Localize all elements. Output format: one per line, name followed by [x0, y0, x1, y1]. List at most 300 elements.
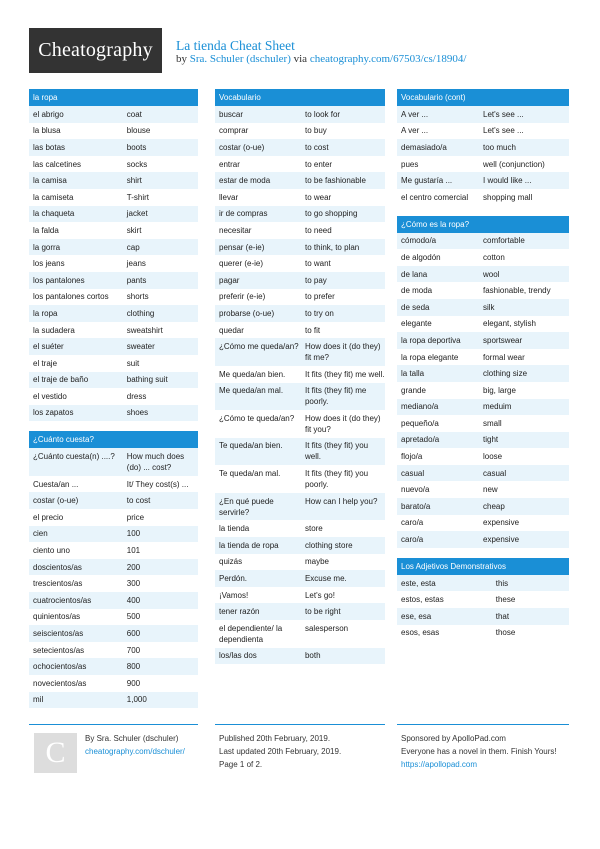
- table-row: [215, 648, 385, 665]
- table-row: [397, 266, 569, 283]
- table-row: [397, 515, 569, 532]
- english-translation: sweatshirt: [126, 325, 163, 335]
- spanish-term: pequeño/a: [401, 418, 439, 428]
- english-translation: price: [126, 512, 145, 522]
- table-row: [29, 222, 198, 239]
- spanish-term: ochocientos/as: [33, 662, 87, 672]
- english-translation: Let's see ...: [483, 109, 524, 119]
- spanish-term: la chaqueta: [33, 209, 75, 219]
- author-link[interactable]: Sra. Schuler (dschuler): [189, 53, 291, 65]
- table-row: [397, 399, 569, 416]
- english-translation: pants: [126, 275, 147, 285]
- english-translation: tight: [483, 435, 499, 445]
- table-row: [29, 692, 198, 709]
- spanish-term: de lana: [401, 269, 428, 279]
- table-row: [215, 537, 385, 554]
- english-translation: 200: [126, 562, 141, 572]
- spanish-term: la camiseta: [33, 192, 74, 202]
- table-row: [215, 206, 385, 223]
- spanish-term: ese, esa: [401, 611, 432, 621]
- spanish-term: pagar: [219, 275, 240, 285]
- section-header: Vocabulario (cont): [397, 89, 569, 106]
- english-translation: to buy: [304, 126, 327, 136]
- english-translation: It/ They cost(s) ...: [126, 479, 189, 489]
- published-date: Published 20th February, 2019.: [219, 734, 331, 743]
- spanish-term: estar de moda: [219, 176, 271, 186]
- english-translation: to fit: [304, 325, 321, 335]
- spanish-term: Te queda/an mal.: [219, 469, 281, 479]
- english-translation: 100: [126, 529, 141, 539]
- spanish-term: costar (o-ue): [219, 142, 265, 152]
- english-translation: shorts: [126, 292, 149, 302]
- english-translation: to cost: [304, 142, 329, 152]
- english-translation: big, large: [483, 385, 516, 395]
- author-avatar[interactable]: [34, 733, 77, 773]
- table-row: [215, 106, 385, 123]
- english-translation: sportswear: [483, 335, 523, 345]
- spanish-term: trescientos/as: [33, 579, 83, 589]
- english-translation: T-shirt: [126, 192, 150, 202]
- table-row: [29, 139, 198, 156]
- table-row: [215, 156, 385, 173]
- table-row: [397, 249, 569, 266]
- spanish-term: los jeans: [33, 259, 65, 269]
- spanish-term: cómodo/a: [401, 236, 437, 246]
- spanish-term: nuevo/a: [401, 485, 430, 495]
- english-translation: It fits (they fit) you well.: [304, 441, 369, 462]
- table-row: [397, 349, 569, 366]
- section-la-ropa: [29, 89, 198, 421]
- english-translation: Let's see ...: [483, 126, 524, 136]
- table-row: [215, 465, 385, 493]
- table-row: [397, 299, 569, 316]
- footer-sponsor: [401, 732, 566, 771]
- spanish-term: la talla: [401, 369, 425, 379]
- english-translation: clothing store: [304, 540, 353, 550]
- english-translation: to try on: [304, 308, 334, 318]
- table-row: [215, 438, 385, 466]
- spanish-term: preferir (e-ie): [219, 292, 266, 302]
- english-translation: salesperson: [304, 623, 349, 633]
- spanish-term: demasiado/a: [401, 142, 447, 152]
- spanish-term: ciento uno: [33, 546, 70, 556]
- spanish-term: Me queda/an bien.: [219, 369, 286, 379]
- spanish-term: mediano/a: [401, 402, 439, 412]
- table-row: [29, 405, 198, 422]
- table-row: [29, 492, 198, 509]
- spanish-term: la ropa deportiva: [401, 335, 461, 345]
- spanish-term: los/las dos: [219, 651, 257, 661]
- spanish-term: de moda: [401, 286, 433, 296]
- english-translation: that: [495, 611, 510, 621]
- table-row: [397, 608, 569, 625]
- sponsor-prefix: Sponsored by: [401, 734, 451, 743]
- english-translation: It fits (they fit) you poorly.: [304, 469, 369, 490]
- english-translation: formal wear: [483, 352, 525, 362]
- table-row: [29, 172, 198, 189]
- spanish-term: la tienda: [219, 524, 250, 534]
- table-row: [397, 415, 569, 432]
- spanish-term: las calcetines: [33, 159, 82, 169]
- spanish-term: esos, esas: [401, 628, 440, 638]
- table-row: [29, 239, 198, 256]
- sponsor-text: Everyone has a novel in them. Finish Yours!: [401, 747, 557, 756]
- footer-dates: [219, 732, 384, 771]
- table-row: [29, 189, 198, 206]
- table-row: [29, 658, 198, 675]
- avatar-letter: C: [45, 736, 66, 769]
- updated-date: Last updated 20th February, 2019.: [219, 747, 342, 756]
- table-row: [397, 365, 569, 382]
- spanish-term: la camisa: [33, 176, 67, 186]
- spanish-term: la gorra: [33, 242, 61, 252]
- table-row: [215, 239, 385, 256]
- table-row: [215, 322, 385, 339]
- table-row: [29, 372, 198, 389]
- table-row: [397, 282, 569, 299]
- spanish-term: llevar: [219, 192, 239, 202]
- spanish-term: la ropa elegante: [401, 352, 459, 362]
- table-row: [397, 382, 569, 399]
- english-translation: jeans: [126, 259, 146, 269]
- table-row: [215, 272, 385, 289]
- spanish-term: los pantalones: [33, 275, 85, 285]
- table-row: [397, 625, 569, 642]
- spanish-term: este, esta: [401, 578, 436, 588]
- table-row: [29, 255, 198, 272]
- spanish-term: caro/a: [401, 518, 424, 528]
- table-row: [29, 575, 198, 592]
- table-row: [397, 481, 569, 498]
- table-row: [29, 305, 198, 322]
- english-translation: shopping mall: [483, 192, 533, 202]
- english-translation: 600: [126, 629, 141, 639]
- spanish-term: de seda: [401, 302, 430, 312]
- spanish-term: pensar (e-ie): [219, 242, 265, 252]
- table-row: [215, 493, 385, 521]
- table-row: [397, 139, 569, 156]
- table-row: [29, 322, 198, 339]
- english-translation: maybe: [304, 557, 329, 567]
- table-row: [215, 366, 385, 383]
- spanish-term: las botas: [33, 142, 66, 152]
- page-number: Page 1 of 2.: [219, 760, 263, 769]
- english-translation: How can I help you?: [304, 496, 378, 506]
- table-row: [29, 206, 198, 223]
- table-row: [29, 675, 198, 692]
- spanish-term: A ver ...: [401, 109, 429, 119]
- spanish-term: ¡Vamos!: [219, 590, 249, 600]
- footer-author-name[interactable]: Sra. Schuler: [96, 734, 141, 743]
- table-row: [215, 587, 385, 604]
- english-translation: bathing suit: [126, 375, 168, 385]
- spanish-term: el dependiente/ la dependienta: [219, 623, 283, 644]
- spanish-term: mil: [33, 695, 44, 705]
- english-translation: 1,000: [126, 695, 147, 705]
- english-translation: too much: [483, 142, 516, 152]
- english-translation: cotton: [483, 252, 505, 262]
- table-row: [215, 222, 385, 239]
- english-translation: 700: [126, 645, 141, 655]
- spanish-term: la tienda de ropa: [219, 540, 279, 550]
- english-translation: these: [495, 595, 516, 605]
- table-row: [215, 338, 385, 366]
- by-prefix: by: [176, 53, 187, 65]
- section-vocabulario-cont: [397, 89, 569, 206]
- author-line: [85, 732, 200, 745]
- spanish-term: los pantalones cortos: [33, 292, 109, 302]
- english-translation: silk: [483, 302, 495, 312]
- page-title[interactable]: La tienda Cheat Sheet: [176, 38, 295, 53]
- spanish-term: cuatrocientos/as: [33, 595, 92, 605]
- english-translation: to prefer: [304, 292, 335, 302]
- spanish-term: casual: [401, 468, 425, 478]
- byline: [176, 53, 466, 65]
- table-row: [215, 410, 385, 438]
- english-translation: clothing: [126, 308, 155, 318]
- english-translation: Let's go!: [304, 590, 335, 600]
- english-translation: store: [304, 524, 323, 534]
- english-translation: cap: [126, 242, 140, 252]
- table-row: [397, 591, 569, 608]
- english-translation: new: [483, 485, 498, 495]
- spanish-term: comprar: [219, 126, 249, 136]
- spanish-term: grande: [401, 385, 426, 395]
- section-header: Vocabulario: [215, 89, 385, 106]
- english-translation: clothing size: [483, 369, 528, 379]
- spanish-term: el centro comercial: [401, 192, 469, 202]
- english-translation: blouse: [126, 126, 151, 136]
- english-translation: casual: [483, 468, 507, 478]
- english-translation: well (conjunction): [483, 159, 545, 169]
- table-row: [397, 432, 569, 449]
- spanish-term: ir de compras: [219, 209, 268, 219]
- spanish-term: el vestido: [33, 391, 67, 401]
- table-row: [29, 448, 198, 476]
- spanish-term: flojo/a: [401, 452, 423, 462]
- table-row: [215, 520, 385, 537]
- footer-author-url[interactable]: cheatography.com/dschuler/: [85, 747, 185, 756]
- table-row: [29, 592, 198, 609]
- table-row: [29, 355, 198, 372]
- table-row: [397, 531, 569, 548]
- spanish-term: estos, estas: [401, 595, 444, 605]
- english-translation: to enter: [304, 159, 333, 169]
- column-3: [397, 89, 569, 651]
- table-row: [215, 620, 385, 648]
- spanish-term: necesitar: [219, 225, 252, 235]
- english-translation: expensive: [483, 518, 520, 528]
- table-row: [397, 316, 569, 333]
- english-translation: to cost: [126, 496, 151, 506]
- english-translation: cheap: [483, 501, 505, 511]
- via-text: via: [293, 53, 308, 65]
- english-translation: to need: [304, 225, 332, 235]
- section-header: Los Adjetivos Demonstrativos: [397, 558, 569, 575]
- table-row: [397, 123, 569, 140]
- english-translation: I would like ...: [483, 176, 532, 186]
- table-row: [215, 603, 385, 620]
- spanish-term: ¿Cómo me queda/an?: [219, 342, 299, 352]
- table-row: [397, 156, 569, 173]
- column-2: [215, 89, 385, 674]
- english-translation: comfortable: [483, 236, 525, 246]
- table-row: [397, 172, 569, 189]
- column-1: [29, 89, 198, 718]
- english-translation: to think, to plan: [304, 242, 360, 252]
- spanish-term: buscar: [219, 109, 244, 119]
- sponsor-url[interactable]: https://apollopad.com: [401, 760, 478, 769]
- spanish-term: cien: [33, 529, 48, 539]
- spanish-term: caro/a: [401, 535, 424, 545]
- table-row: [29, 388, 198, 405]
- table-row: [215, 383, 385, 411]
- english-translation: sweater: [126, 342, 155, 352]
- spanish-term: Me queda/an mal.: [219, 386, 284, 396]
- table-row: [397, 332, 569, 349]
- sponsor-line: [401, 732, 566, 745]
- spanish-term: elegante: [401, 319, 432, 329]
- english-translation: shirt: [126, 176, 142, 186]
- english-translation: to pay: [304, 275, 327, 285]
- english-translation: to want: [304, 259, 331, 269]
- sheet-url-link[interactable]: cheatography.com/67503/cs/18904/: [309, 53, 467, 65]
- english-translation: 400: [126, 595, 141, 605]
- sponsor-name[interactable]: ApolloPad.com: [452, 734, 506, 743]
- english-translation: 800: [126, 662, 141, 672]
- table-row: [29, 289, 198, 306]
- spanish-term: ¿Cómo te queda/an?: [219, 413, 295, 423]
- spanish-term: probarse (o-ue): [219, 308, 275, 318]
- table-row: [29, 509, 198, 526]
- spanish-term: seiscientos/as: [33, 629, 84, 639]
- table-row: [29, 476, 198, 493]
- table-row: [29, 338, 198, 355]
- table-row: [29, 123, 198, 140]
- table-row: [29, 526, 198, 543]
- spanish-term: quedar: [219, 325, 244, 335]
- spanish-term: Perdón.: [219, 574, 248, 584]
- table-row: [29, 106, 198, 123]
- table-row: [29, 642, 198, 659]
- english-translation: 300: [126, 579, 141, 589]
- english-translation: wool: [483, 269, 500, 279]
- section-header: ¿Cuánto cuesta?: [29, 431, 198, 448]
- english-translation: to be right: [304, 607, 341, 617]
- section-los-adjetivos-demonstrativos: [397, 558, 569, 641]
- table-row: [397, 575, 569, 592]
- english-translation: coat: [126, 109, 142, 119]
- spanish-term: los zapatos: [33, 408, 74, 418]
- table-row: [215, 172, 385, 189]
- english-translation: suit: [126, 358, 140, 368]
- english-translation: How does it (do they) fit me?: [304, 342, 381, 363]
- english-translation: to go shopping: [304, 209, 358, 219]
- english-translation: elegant, stylish: [483, 319, 536, 329]
- english-translation: to look for: [304, 109, 341, 119]
- english-translation: to be fashionable: [304, 176, 366, 186]
- table-row: [215, 570, 385, 587]
- english-translation: 101: [126, 546, 141, 556]
- english-translation: small: [483, 418, 502, 428]
- spanish-term: pues: [401, 159, 419, 169]
- spanish-term: el traje: [33, 358, 58, 368]
- table-row: [397, 465, 569, 482]
- section-cuanto-cuesta: [29, 431, 198, 708]
- spanish-term: quinientos/as: [33, 612, 81, 622]
- footer-author-handle: (dschuler): [142, 734, 179, 743]
- english-translation: Excuse me.: [304, 574, 347, 584]
- table-row: [397, 498, 569, 515]
- table-row: [29, 542, 198, 559]
- spanish-term: el suéter: [33, 342, 64, 352]
- table-row: [215, 189, 385, 206]
- table-row: [397, 106, 569, 123]
- spanish-term: la falda: [33, 225, 59, 235]
- table-row: [215, 139, 385, 156]
- spanish-term: doscientos/as: [33, 562, 82, 572]
- spanish-term: costar (o-ue): [33, 496, 79, 506]
- spanish-term: el abrigo: [33, 109, 64, 119]
- english-translation: 500: [126, 612, 141, 622]
- english-translation: skirt: [126, 225, 142, 235]
- english-translation: expensive: [483, 535, 520, 545]
- english-translation: How much does (do) ... cost?: [126, 452, 185, 473]
- table-row: [29, 609, 198, 626]
- spanish-term: la blusa: [33, 126, 61, 136]
- section-vocabulario: [215, 89, 385, 664]
- section-header: ¿Cómo es la ropa?: [397, 216, 569, 233]
- english-translation: loose: [483, 452, 503, 462]
- table-row: [29, 156, 198, 173]
- english-translation: shoes: [126, 408, 149, 418]
- english-translation: dress: [126, 391, 147, 401]
- spanish-term: el precio: [33, 512, 64, 522]
- table-row: [29, 559, 198, 576]
- spanish-term: A ver ...: [401, 126, 429, 136]
- spanish-term: ¿Cuánto cuesta(n) ....?: [33, 452, 115, 462]
- spanish-term: la ropa: [33, 308, 58, 318]
- cheatography-logo[interactable]: [29, 28, 162, 73]
- spanish-term: la sudadera: [33, 325, 75, 335]
- table-row: [215, 123, 385, 140]
- spanish-term: querer (e-ie): [219, 259, 264, 269]
- logo-text: Cheatography: [38, 39, 153, 61]
- english-translation: boots: [126, 142, 147, 152]
- english-translation: those: [495, 628, 516, 638]
- english-translation: fashionable, trendy: [483, 286, 551, 296]
- section-como-es-la-ropa: [397, 216, 569, 548]
- spanish-term: apretado/a: [401, 435, 440, 445]
- spanish-term: el traje de baño: [33, 375, 89, 385]
- english-translation: to wear: [304, 192, 332, 202]
- table-row: [397, 448, 569, 465]
- spanish-term: ¿En qué puede servirle?: [219, 496, 274, 517]
- english-translation: both: [304, 651, 321, 661]
- footer-divider-2: [215, 724, 385, 725]
- spanish-term: Cuesta/an ...: [33, 479, 79, 489]
- spanish-term: setecientos/as: [33, 645, 85, 655]
- spanish-term: barato/a: [401, 501, 431, 511]
- spanish-term: Te queda/an bien.: [219, 441, 283, 451]
- section-header: la ropa: [29, 89, 198, 106]
- table-row: [29, 625, 198, 642]
- footer-divider-3: [397, 724, 569, 725]
- spanish-term: de algodón: [401, 252, 441, 262]
- english-translation: It fits (they fit) me well.: [304, 369, 385, 379]
- english-translation: jacket: [126, 209, 148, 219]
- english-translation: 900: [126, 678, 141, 688]
